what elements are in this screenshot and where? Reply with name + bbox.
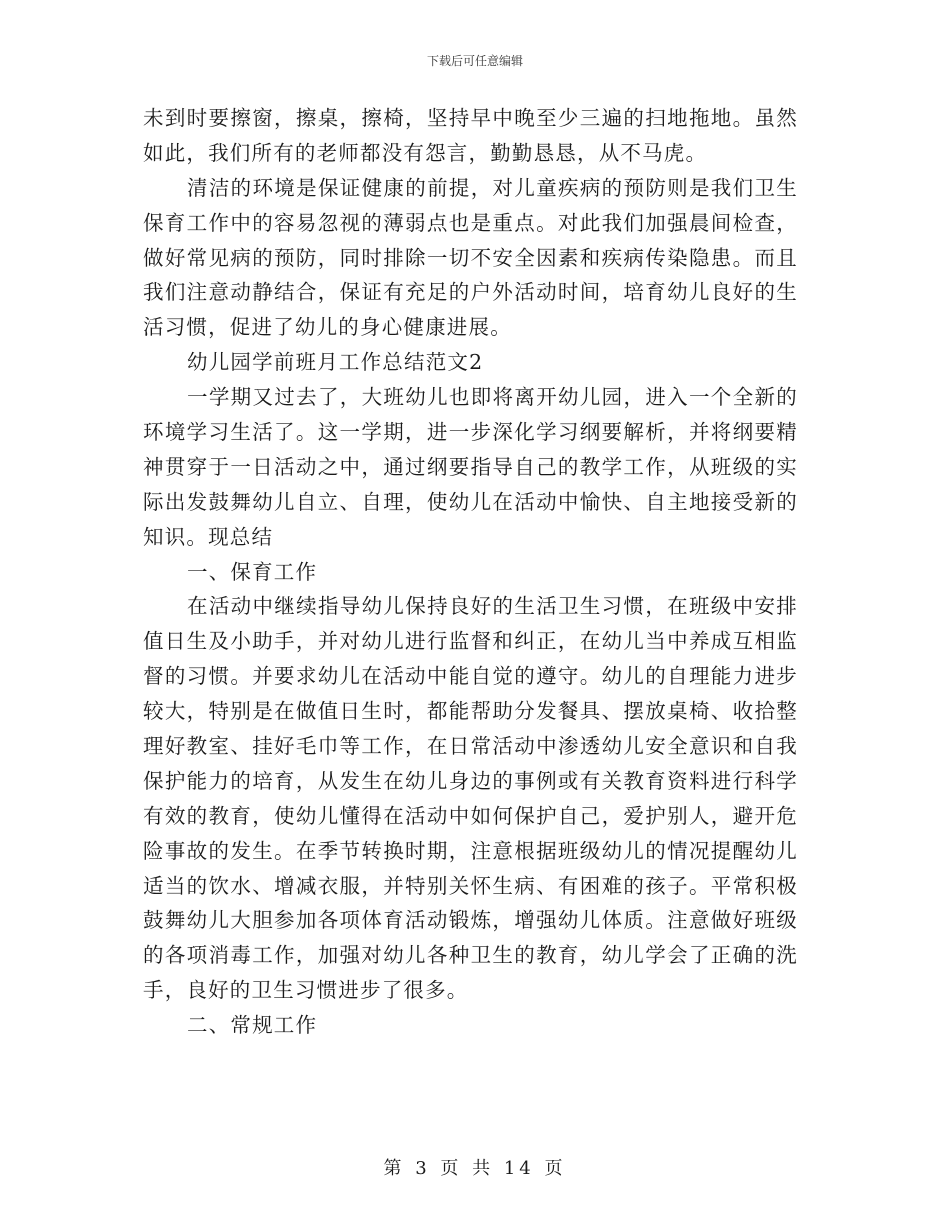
text-line: 未到时要擦窗，擦桌，擦椅，坚持早中晚至少三遍的扫地拖地。虽然 [143,106,798,130]
text-line: 的各项消毒工作，加强对幼儿各种卫生的教育，幼儿学会了正确的洗 [143,943,798,968]
text-line: 活习惯，促进了幼儿的身心健康进展。 [143,315,512,340]
text-line: 二、常规工作 [187,1013,318,1038]
text-line: 鼓舞幼儿大胆参加各项体育活动锻炼，增强幼儿体质。注意做好班级 [143,908,798,933]
text-line: 清洁的环境是保证健康的前提，对儿童疾病的预防则是我们卫生 [187,175,798,200]
text-line: 保护能力的培育，从发生在幼儿身边的事例或有关教育资料进行科学 [143,768,798,793]
text-line: 环境学习生活了。这一学期，进一步深化学习纲要解析，并将纲要精 [143,420,798,445]
text-line: 值日生及小助手，并对幼儿进行监督和纠正，在幼儿当中养成互相监 [143,629,798,654]
text-line: 一、保育工作 [187,559,318,584]
text-line: 有效的教育，使幼儿懂得在活动中如何保护自己，爱护别人，避开危 [143,803,798,828]
text-line: 手，良好的卫生习惯进步了很多。 [143,978,469,1003]
text-line: 较大，特别是在做值日生时，都能帮助分发餐具、摆放桌椅、收拾整 [143,699,798,724]
text-line: 做好常见病的预防，同时排除一切不安全因素和疾病传染隐患。而且 [143,245,798,270]
text-line: 理好教室、挂好毛巾等工作，在日常活动中渗透幼儿安全意识和自我 [143,734,798,759]
text-line: 适当的饮水、增减衣服，并特别关怀生病、有困难的孩子。平常积极 [143,873,798,898]
text-line: 幼儿园学前班月工作总结范文2 [187,350,484,375]
text-line: 督的习惯。并要求幼儿在活动中能自觉的遵守。幼儿的自理能力进步 [143,664,798,689]
text-line: 神贯穿于一日活动之中，通过纲要指导自己的教学工作，从班级的实 [143,454,798,479]
text-line: 我们注意动静结合，保证有充足的户外活动时间，培育幼儿良好的生 [143,280,798,305]
text-line: 保育工作中的容易忽视的薄弱点也是重点。对此我们加强晨间检查， [143,210,798,235]
text-line: 如此，我们所有的老师都没有怨言，勤勤恳恳，从不马虎。 [143,140,708,165]
text-line: 在活动中继续指导幼儿保持良好的生活卫生习惯，在班级中安排 [187,594,798,619]
document-body [143,101,798,1043]
text-line: 险事故的发生。在季节转换时期，注意根据班级幼儿的情况提醒幼儿 [143,838,798,863]
text-line: 际出发鼓舞幼儿自立、自理，使幼儿在活动中愉快、自主地接受新的 [143,489,798,514]
page-header: 下载后可任意编辑 [426,54,523,68]
text-line: 一学期又过去了，大班幼儿也即将离开幼儿园，进入一个全新的 [187,385,798,410]
page-number-footer: 第 3 页 共 14 页 [383,1158,567,1179]
text-line: 知识。现总结 [143,524,274,549]
